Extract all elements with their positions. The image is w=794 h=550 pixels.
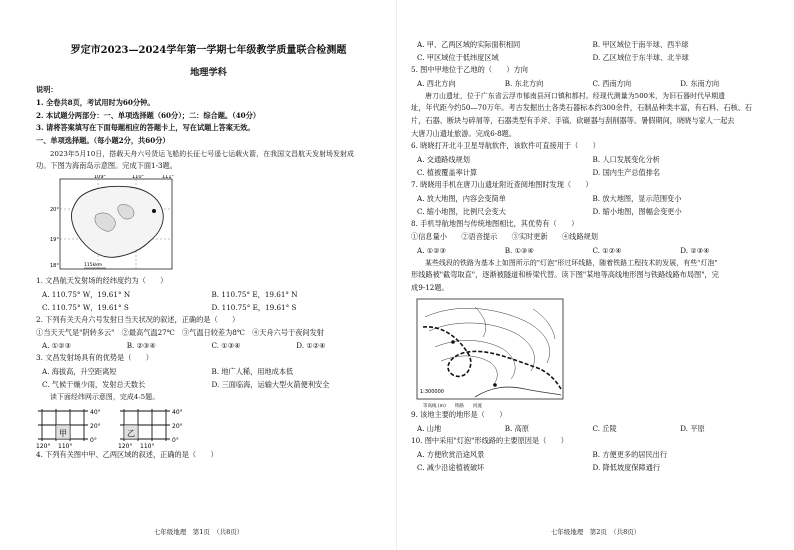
question-stem: 6. 晓晓打开北斗卫星导航软件，该软件可直接用于（ ） — [411, 141, 600, 151]
passage-line: 片，石器、断块与碎屑等，石器类型有手斧、手镐、砍砸器与刮削器等。暑假期间，晓晓与家人一起去 — [411, 115, 735, 125]
exam-subject: 地理学科 — [190, 67, 227, 78]
page-footer: 七年级地理 第1页 （共8页） — [153, 528, 244, 536]
lat-label: 40° — [90, 409, 101, 417]
option: A. 海拔高，升空距离短 — [42, 367, 117, 377]
option: B. ②③④ — [126, 341, 156, 351]
option: B. 甲区域位于南半球、西半球 — [592, 40, 689, 49]
option: A. 方便欣赏沿途风景 — [417, 449, 485, 459]
option: C. 减少沿途植被破坏 — [417, 462, 485, 472]
question-stem: 10. 图中采用"灯泡"形线路的主要原因是（ ） — [411, 436, 568, 446]
lat-label: 40° — [172, 409, 183, 417]
passage-line: 形线路被"截弯取直"，逐渐被隧道和桥梁代替。读下图"某地等高线地形图与铁路线路布局图"，完 — [411, 269, 719, 279]
option: C. 植被覆盖率计算 — [417, 168, 478, 178]
option: B. 东北方向 — [504, 78, 544, 88]
section-heading: 一、单项选择题。（每小题2分，共60分） — [36, 136, 170, 146]
map-legend: 等高线 (m) 铁路 河流 — [423, 404, 482, 410]
option: A. 甲、乙两区域的实际面积相同 — [417, 40, 521, 49]
map-scale: 115kkm — [84, 262, 103, 268]
option: A. 110.75° W，19.61° N — [42, 289, 131, 299]
option: D. 三面临海，运输大型火箭便利安全 — [211, 380, 330, 390]
option: D. 国内生产总值排名 — [592, 168, 661, 178]
option: C. 丘陵 — [592, 424, 617, 434]
option: D. ①②④ — [296, 341, 326, 351]
option: B. 地广人稀，用地成本低 — [211, 367, 294, 377]
lat-label: 19° — [50, 236, 59, 243]
option: D. 乙区域位于东半球、北半球 — [592, 53, 689, 62]
option: A. 山地 — [417, 424, 442, 434]
option: B. 高原 — [504, 424, 529, 434]
option: B. 人口发展变化分析 — [592, 155, 660, 165]
option: A. ①②③ — [42, 341, 72, 351]
page-footer: 七年级地理 第2页 （共8页） — [550, 528, 641, 536]
contour-map — [415, 297, 565, 409]
instruction-line: 1. 全卷共8页，考试用时为60分钟。 — [36, 97, 155, 107]
lat-label: 20° — [90, 423, 101, 431]
lat-label: 18° — [50, 262, 59, 269]
hainan-map — [50, 175, 180, 275]
page-2 — [397, 0, 794, 550]
region-label: 乙 — [127, 429, 135, 439]
instruction-line: 3. 请将答案填写在下面每题相应的答题卡上，写在试题上答案无效。 — [36, 123, 255, 133]
latlon-grid-1 — [36, 405, 108, 449]
question-sub: ①当天天气是"阴转多云" ②最高气温27℃ ③气温日较差为8℃ ④天舟六号于夜间发射 — [36, 327, 324, 337]
intro-line: 2023年5月10日，搭载天舟六号货运飞船的长征七号遥七运载火箭，在我国文昌航天发射场发射成 — [50, 149, 355, 158]
question-stem: 7. 晓晓用手机在唐刀山遗址附近查阅地图时发现（ ） — [411, 180, 593, 190]
option: A. 西北方向 — [417, 78, 456, 88]
latlon-grid-2 — [118, 405, 190, 449]
instructions-label: 说明： — [36, 85, 58, 94]
passage-line: 址，年代距今约50—70万年。考古发掘出土各类石器标本约300余件，石制品种类丰富，有石料、石核、石 — [411, 103, 753, 112]
lat-label: 20° — [172, 423, 183, 431]
option: D. 110.75° E，19.61° S — [211, 302, 297, 312]
option: B. 110.75° E，19.61° N — [211, 289, 298, 299]
question-stem: 8. 手机导航地图与传统地图相比，其优势有（ ） — [411, 218, 579, 228]
passage-line: 大唐刀山遗址旅游。完成6-8题。 — [411, 128, 517, 138]
option: B. ①③④ — [504, 245, 534, 255]
option: D. 缩小地图，图幅会变更小 — [592, 206, 682, 216]
lon-label: 110° — [132, 174, 145, 180]
question-sub: ①信息量小 ②语音提示 ③实时更新 ④线路规划 — [411, 231, 598, 241]
option: C. ①②④ — [592, 245, 622, 255]
question-stem: 1. 文昌航天发射场的经纬度约为（ ） — [36, 275, 168, 285]
option: B. 放大地图，显示范围变小 — [592, 193, 682, 203]
question-stem: 9. 该地主要的地形是（ ） — [411, 410, 507, 420]
lat-label: 0° — [90, 437, 97, 445]
option: D. 降低坡度保障通行 — [592, 462, 661, 472]
lon-label: 111° — [162, 174, 175, 180]
lon-label: 120° — [36, 443, 51, 450]
option: A. ①②③ — [417, 245, 447, 255]
option: A. 放大地图，内容会变简单 — [417, 193, 506, 203]
option: C. ①③④ — [211, 341, 241, 351]
lon-label: 110° — [140, 443, 155, 450]
option: C. 甲区域位于低纬度区域 — [417, 53, 499, 62]
lat-label: 20° — [50, 206, 59, 213]
passage-line: 唐刀山遗址，位于广东省云浮市郁南县河口镇和都村。经现代测量为500米，为旧石器时代早期遗 — [425, 91, 726, 100]
grid-intro: 读下面经纬网示意图，完成4-5题。 — [50, 393, 160, 402]
map-scale: 1:300000 — [420, 389, 444, 396]
passage-line: 成9-12题。 — [411, 282, 449, 292]
region-label: 甲 — [59, 429, 67, 439]
option: D. 东南方向 — [680, 78, 720, 88]
exam-title: 罗定市2023—2024学年第一学期七年级教学质量联合检测题 — [70, 45, 347, 56]
option: C. 气候干燥少雨，发射总天数长 — [42, 380, 146, 390]
option: D. 平原 — [680, 424, 705, 434]
option: A. 交通路线规划 — [417, 155, 470, 165]
question-stem: 3. 文昌发射场具有的优势是（ ） — [36, 353, 153, 363]
option: C. 缩小地图，比例尺会变大 — [417, 206, 506, 216]
lon-label: 109° — [94, 174, 107, 180]
lat-label: 0° — [172, 437, 179, 445]
question-stem: 4. 下列有关图中甲、乙两区域的叙述，正确的是（ ） — [36, 450, 218, 460]
option: B. 方便更多的居民出行 — [592, 449, 668, 459]
question-stem: 2. 下列有关天舟六号发射日当天状况的叙述，正确的是（ ） — [36, 314, 240, 324]
question-stem: 5. 图中甲地位于乙地的（ ）方向 — [411, 65, 528, 74]
intro-line: 功。下图为海南岛示意图。完成下面1-3题。 — [36, 161, 177, 171]
option: C. 110.75° W，19.61° S — [42, 302, 129, 312]
option: C. 西南方向 — [592, 78, 632, 88]
passage-line: 某些线段的铁路为基本上如图所示的"灯泡"形过环线路，随着铁路工程技术的发展，有些"灯泡" — [425, 258, 718, 267]
lon-label: 120° — [118, 443, 133, 450]
option: D. ②③④ — [680, 245, 710, 255]
instruction-line: 2. 本试题分两部分：一、单项选择题（60分）；二：综合题。（40分） — [36, 110, 261, 120]
lon-label: 110° — [58, 443, 73, 450]
